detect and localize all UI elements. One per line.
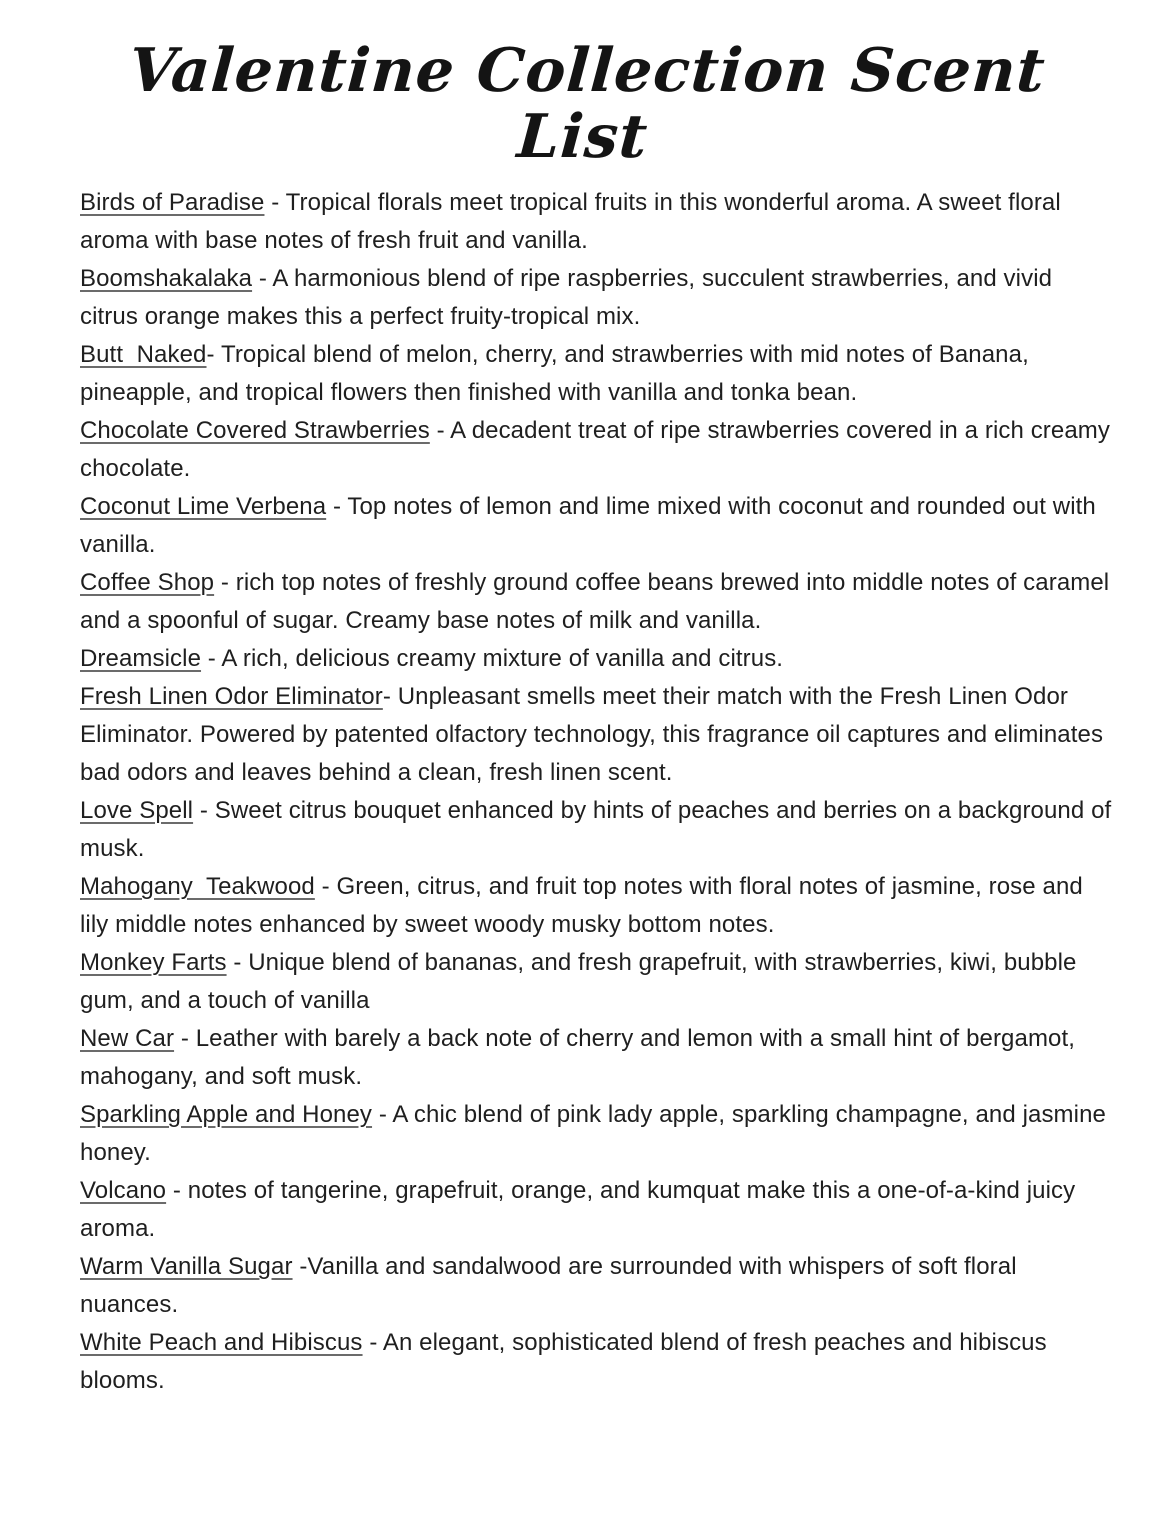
scent-description: Tropical blend of melon, cherry, and strawberries with mid notes of Banana, pineapple, and tropical flowers then finished with vanilla and tonka bean. <box>80 341 1036 406</box>
scent-name: Monkey Farts <box>80 949 227 976</box>
scent-name: Sparkling Apple and Honey <box>80 1101 373 1128</box>
scent-description: Sweet citrus bouquet enhanced by hints of peaches and berries on a background of musk. <box>80 797 1119 862</box>
scent-separator: - <box>314 873 337 900</box>
scent-description: Leather with barely a back note of cherry and lemon with a small hint of bergamot, mahogany, and soft musk. <box>80 1025 1082 1090</box>
scent-entry <box>80 1020 1114 1096</box>
scent-name: Volcano <box>80 1177 167 1204</box>
scent-separator: - <box>166 1177 188 1204</box>
scent-description: A decadent treat of ripe strawberries covered in a rich creamy chocolate. <box>80 417 1117 482</box>
scent-separator: - <box>382 683 398 710</box>
scent-separator: - <box>372 1101 393 1128</box>
scent-entry <box>80 336 1114 412</box>
scent-name: Boomshakalaka <box>80 265 253 292</box>
scent-entry <box>80 792 1119 868</box>
scent-separator: - <box>206 341 221 368</box>
scent-separator: - <box>193 797 215 824</box>
scent-name: Butt Naked <box>80 341 207 368</box>
scent-name: White Peach and Hibiscus <box>80 1329 363 1356</box>
scent-entry <box>80 1324 1114 1400</box>
scent-entry <box>80 1172 1114 1248</box>
scent-description: notes of tangerine, grapefruit, orange, and kumquat make this a one-of-a-kind juicy aroma. <box>80 1177 1083 1242</box>
scent-name: Coconut Lime Verbena <box>80 493 327 520</box>
scent-description: Unique blend of bananas, and fresh grapefruit, with strawberries, kiwi, bubble gum, and a touch of vanilla <box>80 949 1084 1014</box>
scent-description: Vanilla and sandalwood are surrounded with whispers of soft floral nuances. <box>80 1253 1024 1318</box>
scent-description: Tropical florals meet tropical fruits in this wonderful aroma. A sweet floral aroma with base notes of fresh fruit and vanilla. <box>80 189 1068 254</box>
scent-entry <box>80 944 1114 1020</box>
scent-entry <box>80 488 1114 564</box>
scent-name: Fresh Linen Odor Eliminator <box>80 683 383 710</box>
scent-separator: - <box>429 417 451 444</box>
scent-separator: - <box>174 1025 196 1052</box>
scent-description: An elegant, sophisticated blend of fresh peaches and hibiscus blooms. <box>80 1329 1054 1394</box>
scent-description: A harmonious blend of ripe raspberries, succulent strawberries, and vivid citrus orange makes this a perfect fruity-tropical mix. <box>80 265 1059 330</box>
scent-name: Birds of Paradise <box>80 189 265 216</box>
scent-name: Love Spell <box>80 797 194 824</box>
scent-name: Warm Vanilla Sugar <box>80 1253 293 1280</box>
scent-description: Green, citrus, and fruit top notes with floral notes of jasmine, rose and lily middle notes enhanced by sweet woody musky bottom notes. <box>80 873 1090 938</box>
scent-separator: - <box>252 265 273 292</box>
scent-entry <box>80 564 1117 640</box>
scent-entry <box>80 678 1114 792</box>
scent-description: rich top notes of freshly ground coffee beans brewed into middle notes of caramel and a spoonful of sugar. Creamy base notes of milk and vanilla. <box>80 569 1117 634</box>
scent-entry <box>80 260 1114 336</box>
scent-entry <box>80 1248 1114 1324</box>
scent-separator: - <box>362 1329 383 1356</box>
scent-entry <box>80 640 1114 678</box>
scent-description: A rich, delicious creamy mixture of vanilla and citrus. <box>221 645 784 672</box>
page-title: Valentine Collection Scent List <box>126 36 1048 172</box>
scent-entry <box>80 868 1114 944</box>
scent-list <box>80 184 1119 1400</box>
scent-name: Chocolate Covered Strawberries <box>80 417 430 444</box>
scent-separator: - <box>326 493 348 520</box>
scent-separator: - <box>226 949 249 976</box>
scent-description: Top notes of lemon and lime mixed with coconut and rounded out with vanilla. <box>80 493 1103 558</box>
scent-separator: - <box>214 569 236 596</box>
scent-separator: - <box>264 189 286 216</box>
scent-description: Unpleasant smells meet their match with the Fresh Linen Odor Eliminator. Powered by patented olfactory technology, this fragrance oil captures and eliminates bad odors and leaves behind a clean, fresh linen scent. <box>80 683 1110 786</box>
scent-name: New Car <box>80 1025 175 1052</box>
scent-name: Mahogany Teakwood <box>80 873 315 900</box>
scent-entry <box>80 1096 1114 1172</box>
scent-separator: - <box>292 1253 308 1280</box>
scent-entry <box>80 184 1114 260</box>
scent-separator: - <box>201 645 222 672</box>
scent-entry <box>80 412 1117 488</box>
scent-name: Coffee Shop <box>80 569 215 596</box>
scent-name: Dreamsicle <box>80 645 202 672</box>
scent-description: A chic blend of pink lady apple, sparkling champagne, and jasmine honey. <box>80 1101 1113 1166</box>
